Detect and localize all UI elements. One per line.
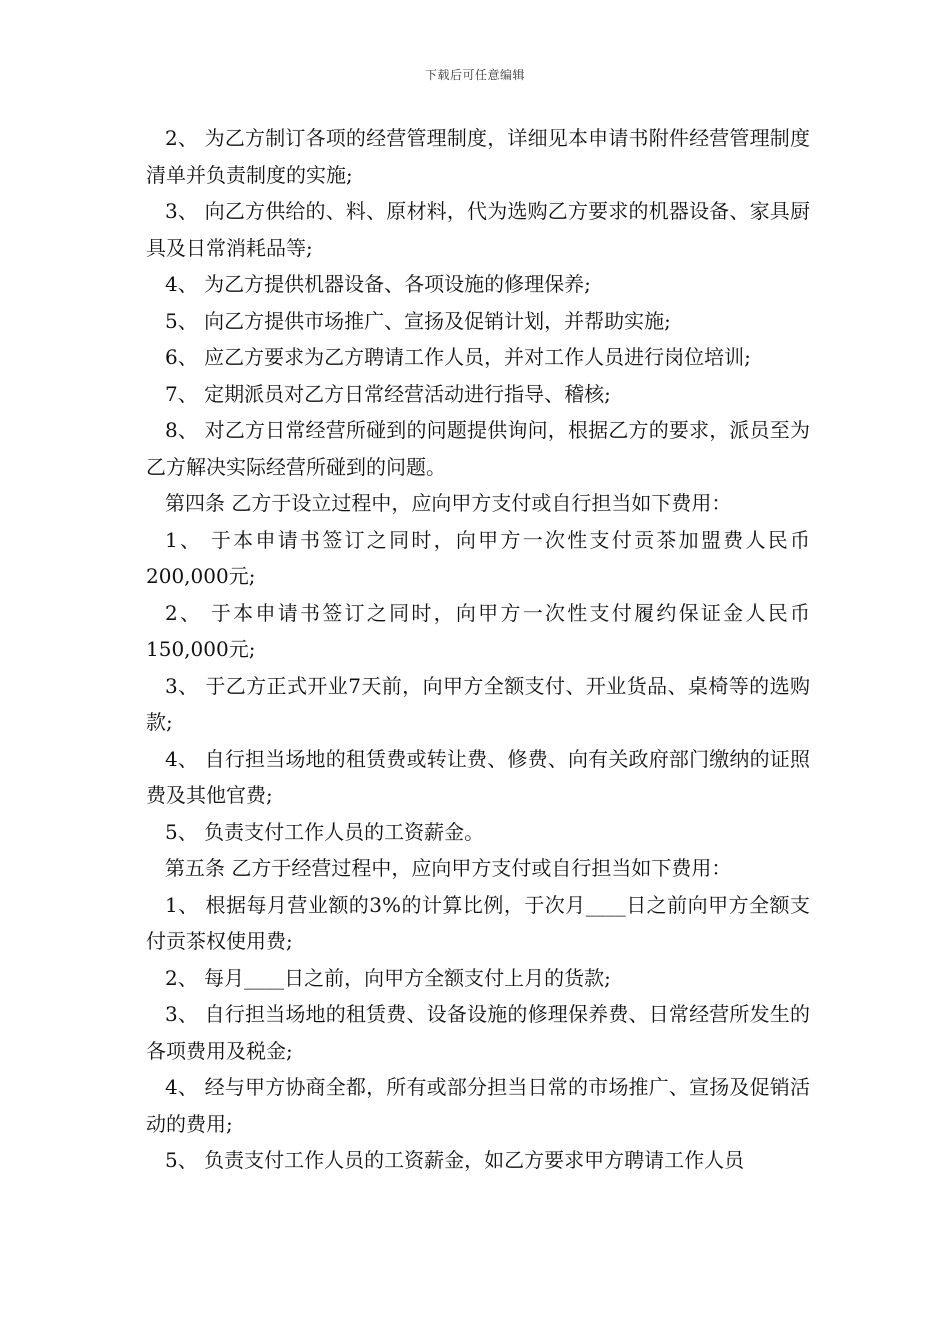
article-five-item-2: 2、 每月____日之前，向甲方全额支付上月的货款; (165, 965, 611, 990)
article-four-item-5: 5、 负责支付工作人员的工资薪金。 (165, 819, 485, 844)
article-four-item-3: 3、 于乙方正式开业7天前，向甲方全额支付、开业货品、桌椅等的选购款; (146, 673, 810, 734)
article-five-item-3: 3、 自行担当场地的租赁费、设备设施的修理保养费、日常经营所发生的各项费用及税金; (146, 1002, 810, 1063)
paragraph-item-3: 3、 向乙方供给的、料、原材料，代为选购乙方要求的机器设备、家具厨具及日常消耗品等; (146, 199, 810, 260)
paragraph-item-8: 8、 对乙方日常经营所碰到的问题提供询问，根据乙方的要求，派员至为乙方解决实际经营所碰到的问题。 (146, 418, 810, 479)
article-four-item-1: 1、 于本申请书签订之同时，向甲方一次性支付贡茶加盟费人民币200,000元; (146, 527, 810, 588)
paragraph-item-5: 5、 向乙方提供市场推广、宣扬及促销计划，并帮助实施; (165, 308, 671, 333)
article-four-item-2: 2、 于本申请书签订之同时，向甲方一次性支付履约保证金人民币150,000元; (146, 600, 810, 661)
article-five-item-1: 1、 根据每月营业额的3%的计算比例，于次月____日之前向甲方全额支付贡茶权使用费; (146, 892, 810, 953)
paragraph-item-2: 2、 为乙方制订各项的经营管理制度，详细见本申请书附件经营管理制度清单并负责制度的实施; (146, 126, 810, 187)
article-four-item-4: 4、 自行担当场地的租赁费或转让费、修费、向有关政府部门缴纳的证照费及其他官费; (146, 746, 810, 807)
paragraph-item-7: 7、 定期派员对乙方日常经营活动进行指导、稽核; (165, 381, 611, 406)
paragraph-item-6: 6、 应乙方要求为乙方聘请工作人员，并对工作人员进行岗位培训; (165, 345, 751, 369)
article-four-heading: 第四条 乙方于设立过程中，应向甲方支付或自行担当如下费用： (165, 491, 732, 515)
article-five-heading: 第五条 乙方于经营过程中，应向甲方支付或自行担当如下费用： (165, 856, 732, 880)
paragraph-item-4: 4、 为乙方提供机器设备、各项设施的修理保养; (165, 272, 591, 296)
document-body (146, 120, 810, 1179)
article-five-item-5: 5、 负责支付工作人员的工资薪金，如乙方要求甲方聘请工作人员 (165, 1148, 745, 1172)
article-five-item-4: 4、 经与甲方协商全都，所有或部分担当日常的市场推广、宣扬及促销活动的费用; (146, 1075, 810, 1136)
page-header: 下载后可任意编辑 (424, 68, 525, 82)
